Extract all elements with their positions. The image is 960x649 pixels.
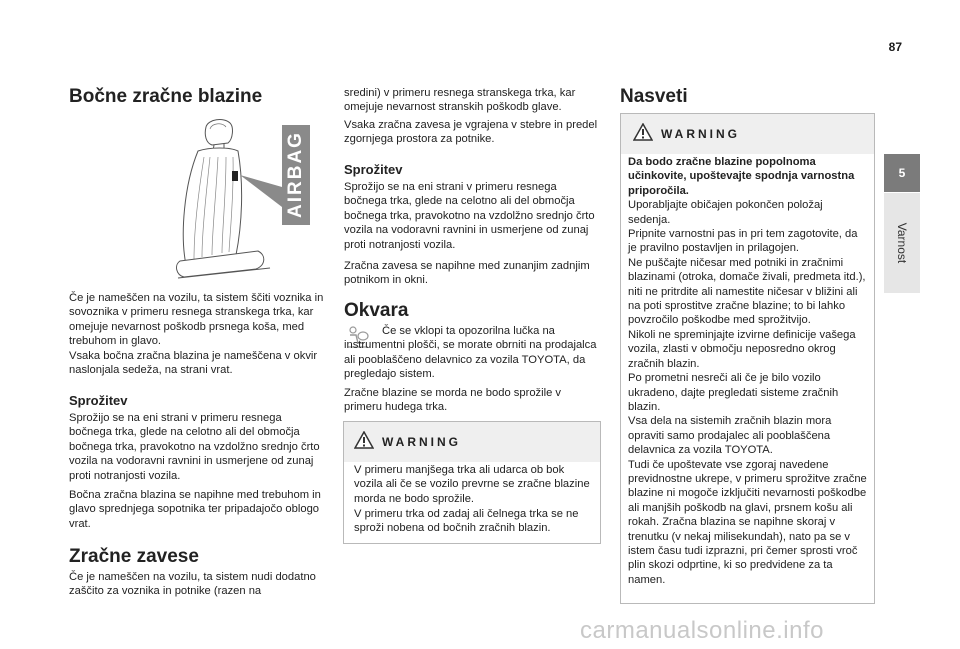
section-heading-side-airbags: Bočne zračne blazine — [69, 86, 263, 107]
paragraph: Sprožijo se na eni strani v primeru resnega bočnega trka, glede na celotno ali del območja bočnega trka, pravokotno na vzdolžno srednjo črto vozila na vodoravni ravnini in usmerjene od zunaj proti notranjosti vozila. — [69, 412, 320, 482]
chapter-title: Varnost — [895, 222, 909, 264]
section-heading-advice: Nasveti — [620, 86, 688, 107]
warning-text: Nikoli ne spreminjajte izvirne definicije vašega vozila, zlasti v območju neposredno okrog zračnih blazin. — [628, 328, 856, 370]
paragraph: Vsaka zračna zavesa je vgrajena v stebre in predel zgornjega prostora za potnike. — [344, 119, 598, 146]
chapter-tab[interactable]: 5 — [884, 154, 920, 192]
warning-text: V primeru trka od zadaj ali čelnega trka se ne sproži nobena od bočnih zračnih blazin. — [354, 508, 579, 535]
warning-text: Pripnite varnostni pas in pri tem zagotovite, da je pravilno postavljen in prilagojen. — [628, 228, 858, 255]
paragraph: Sprožijo se na eni strani v primeru resnega bočnega trka, glede na celotno ali del območja bočnega trka, pravokotno na vzdolžno srednjo črto vozila na vodoravni ravnini in usmerjene od zunaj proti notranjosti vozila. — [344, 181, 595, 251]
warning-body — [628, 155, 868, 587]
airbag-label: AIRBAG — [285, 131, 306, 219]
warning-box — [620, 113, 875, 604]
paragraph: Bočna zračna blazina se napihne med trebuhom in glavo sprednjega sopotnika ter pripadajočo oblogo vrat. — [69, 489, 321, 530]
warning-header — [621, 114, 874, 154]
subheading-triggering: Sprožitev — [69, 393, 128, 408]
warning-title: WARNING — [661, 127, 740, 141]
paragraph: Vsaka bočna zračna blazina je nameščena v okvir naslonjala sedeža, na strani vrat. — [69, 350, 318, 377]
seat-airbag-illustration — [158, 115, 324, 281]
paragraph: Zračne blazine se morda ne bodo sprožile v primeru hudega trka. — [344, 387, 562, 414]
warning-bold-text: Da bodo zračne blazine popolnoma učinkovite, upoštevajte spodnja varnostna priporočila. — [628, 156, 855, 197]
section-heading-curtain-airbags: Zračne zavese — [69, 546, 199, 567]
warning-text: Ne puščajte ničesar med potniki in zračnimi blazinami (otroka, domače živali, predmeta itd.), niti ne pritrdite ali namestite ničesar v bližini ali na poti sprostitve zračne blazine; to bi lahko povzročilo poškodbe med sprožitvijo. — [628, 256, 866, 327]
paragraph-text: Če se vklopi ta opozorilna lučka na instrumentni plošči, se morate obrniti na prodajalca ali pooblaščeno delavnico za vozila TOYOTA, da pregledajo sistem. — [344, 325, 597, 381]
subheading-triggering: Sprožitev — [344, 162, 403, 177]
warning-box — [343, 421, 601, 544]
warning-text: Vsa dela na sistemih zračnih blazin mora opraviti samo prodajalec ali pooblaščena delavnica za vozila TOYOTA. — [628, 415, 832, 457]
warning-text: Uporabljajte običajen pokončen položaj sedenja. — [628, 199, 823, 226]
paragraph: Če je nameščen na vozilu, ta sistem ščiti voznika in sovoznika v primeru resnega stranskega trka, kar omejuje nevarnost poškodb prsnega koša, med trebuhom in glavo. — [69, 292, 324, 348]
warning-text: Tudi če upoštevate vse zgoraj navedene previdnostne ukrepe, v primeru sprožitve zračne blazine ni mogoče izključiti nevarnosti poškodbe ali manjših poškodb na glavi, prsnem košu ali rokah. Zračna blazina se napihne skoraj v trenutku (v nekaj milisekundah), nato pa se v istem času tudi izprazni, pri čemer sprosti vroč plin skozi odprtine, ki so predvidene za ta namen. — [628, 458, 867, 586]
section-heading-fault: Okvara — [344, 300, 409, 321]
paragraph: Zračna zavesa se napihne med zunanjim zadnjim potnikom in okni. — [344, 260, 590, 287]
warning-title: WARNING — [382, 435, 461, 449]
warning-text: V primeru manjšega trka ali udarca ob bok vozila ali če se vozilo prevrne se zračne blazine morda ne bodo sprožile. — [354, 464, 590, 505]
page-number: 87 — [888, 40, 902, 54]
paragraph: Če je nameščen na vozilu, ta sistem nudi dodatno zaščito za voznika in potnike (razen na — [69, 571, 316, 598]
paragraph: sredini) v primeru resnega stranskega trka, kar omejuje nevarnost stranskih poškodb glave. — [344, 87, 576, 114]
watermark: carmanualsonline.info — [580, 617, 824, 644]
warning-text: Po prometni nesreči ali če je bilo vozilo ukradeno, dajte pregledati sisteme zračnih blazin. — [628, 372, 839, 413]
paragraph — [344, 324, 600, 382]
warning-triangle-icon — [354, 431, 374, 449]
warning-triangle-icon — [633, 123, 653, 141]
